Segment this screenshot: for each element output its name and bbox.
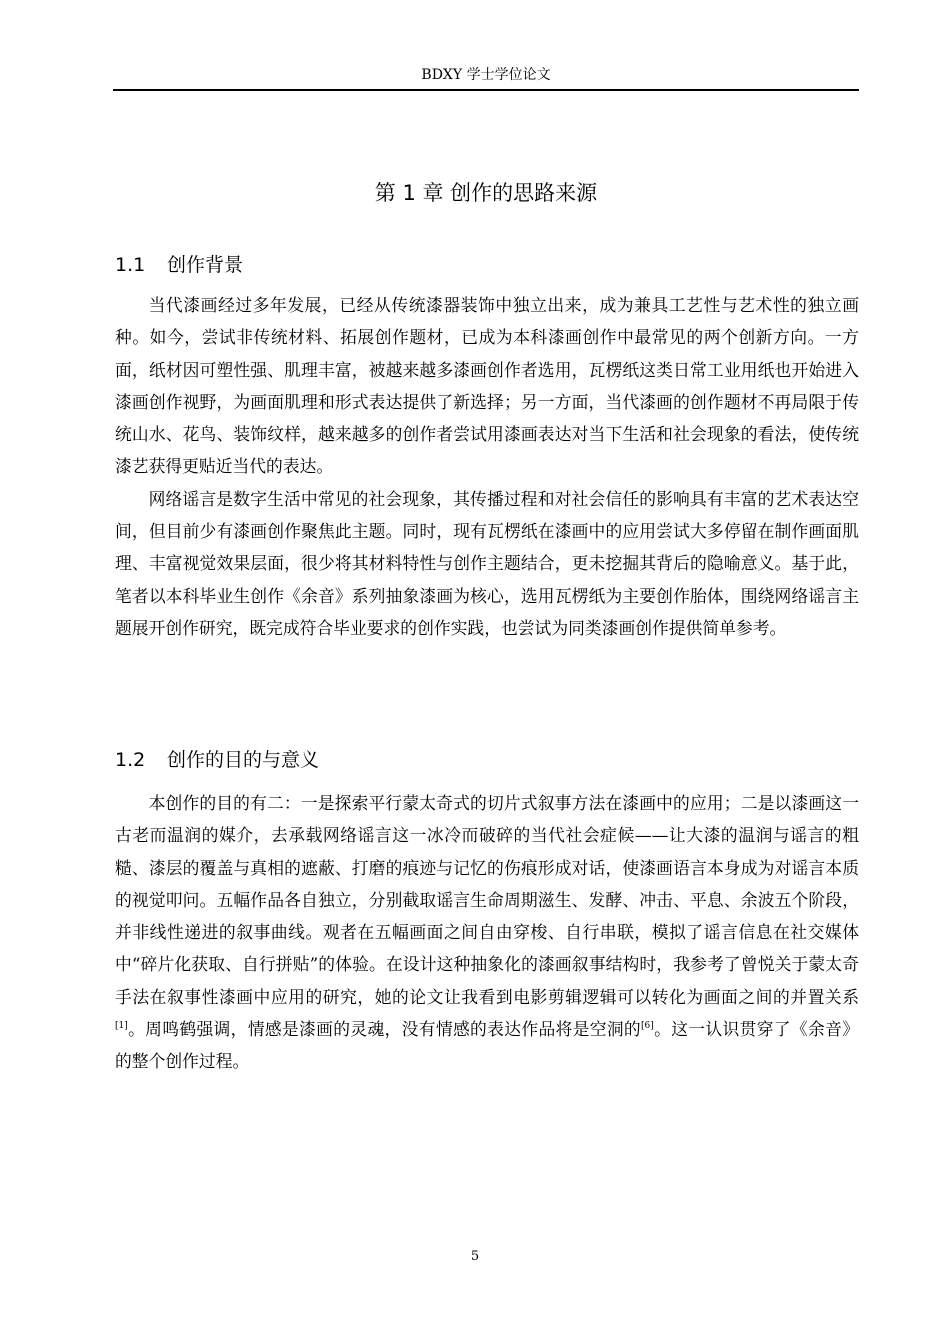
paragraph-text: 本创作的目的有二：一是探索平行蒙太奇式的切片式叙事方法在漆画中的应用；二是以漆画这一古老而温润的媒介，去承载网络谣言这一冰冷而破碎的当代社会症候——让大漆的温润与谣言的粗糙、漆层的覆盖与真相的遮蔽、打磨的痕迹与记忆的伤痕形成对话，使漆画语言本身成为对谣言本质的视觉叩问。五幅作品各自独立，分别截取谣言生命周期滋生、发酵、冲击、平息、余波五个阶段，并非线性递进的叙事曲线。观者在五幅画面之间自由穿梭、自行串联，模拟了谣言信息在社交媒体中“碎片化获取、自行拼贴”的体验。在设计这种抽象化的漆画叙事结构时，我参考了曾悦关于蒙太奇手法在叙事性漆画中应用的研究，她的论文让我看到电影剪辑逻辑可以转化为画面之间的并置关系 <box>115 793 859 1007</box>
section-1-1-body <box>115 289 859 644</box>
section-title: 创作的目的与意义 <box>167 749 320 771</box>
section-1-2-body <box>115 787 859 1078</box>
paragraph-text: 。周鸣鹤强调，情感是漆画的灵魂，没有情感的表达作品将是空洞的 <box>127 1019 642 1040</box>
section-heading-1-1 <box>115 250 243 280</box>
section-number: 1.2 <box>115 749 146 771</box>
page-number: 5 <box>470 1249 480 1264</box>
running-header: BDXY 学士学位论文 <box>113 64 859 91</box>
body-paragraph: 当代漆画经过多年发展，已经从传统漆器装饰中独立出来，成为兼具工艺性与艺术性的独立画种。如今，尝试非传统材料、拓展创作题材，已成为本科漆画创作中最常见的两个创新方向。一方面，纸材因可塑性强、肌理丰富，被越来越多漆画创作者选用，瓦楞纸这类日常工业用纸也开始进入漆画创作视野，为画面肌理和形式表达提供了新选择；另一方面，当代漆画的创作题材不再局限于传统山水、花鸟、装饰纹样，越来越多的创作者尝试用漆画表达对当下生活和社会现象的看法，使传统漆艺获得更贴近当代的表达。 <box>115 295 859 477</box>
section-heading-1-2 <box>115 745 319 775</box>
chapter-title: 第 1 章 创作的思路来源 <box>374 181 598 205</box>
paragraph-text: 。这一认识贯穿了《余音》的整个创作过程。 <box>115 1019 859 1072</box>
citation-ref[interactable]: [6] <box>641 1021 654 1032</box>
body-paragraph: 网络谣言是数字生活中常见的社会现象，其传播过程和对社会信任的影响具有丰富的艺术表达空间，但目前少有漆画创作聚焦此主题。同时，现有瓦楞纸在漆画中的应用尝试大多停留在制作画面肌理、丰富视觉效果层面，很少将其材料特性与创作主题结合，更未挖掘其背后的隐喻意义。基于此，笔者以本科毕业生创作《余音》系列抽象漆画为核心，选用瓦楞纸为主要创作胎体，围绕网络谣言主题展开创作研究，既完成符合毕业要求的创作实践，也尝试为同类漆画创作提供简单参考。 <box>115 488 859 638</box>
section-number: 1.1 <box>115 254 146 276</box>
section-title: 创作背景 <box>167 254 244 276</box>
body-paragraph <box>115 787 859 1078</box>
citation-ref[interactable]: [1] <box>115 1021 128 1032</box>
